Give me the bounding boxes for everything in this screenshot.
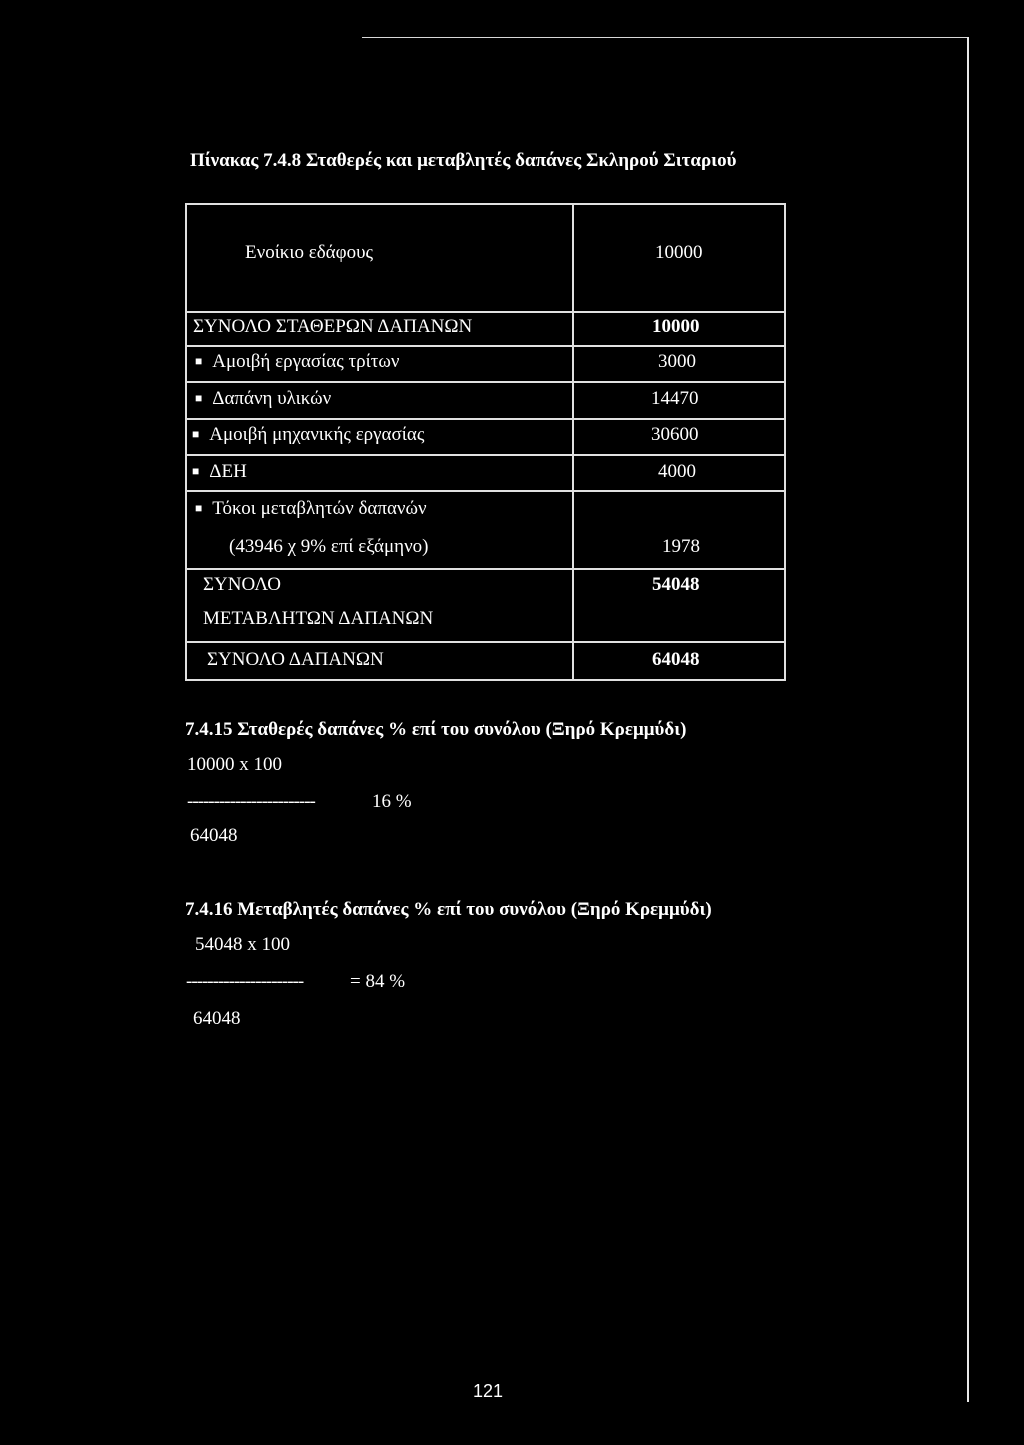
row-label-fixed-total: ΣΥΝΟΛΟ ΣΤΑΘΕΡΩΝ ΔΑΠΑΝΩΝ [193, 316, 473, 337]
row-divider [185, 641, 786, 643]
page-frame-right [967, 37, 969, 1402]
row-label-machinery-labor [192, 424, 424, 447]
row-divider [185, 568, 786, 570]
row-label-land-rent: Ενοίκιο εδάφους [245, 242, 374, 263]
variable-costs-result: = 84 % [350, 971, 406, 992]
row-label-text: Αμοιβή μηχανικής εργασίας [209, 424, 425, 445]
page-number: 121 [473, 1381, 504, 1401]
fixed-costs-result: 16 % [372, 791, 412, 812]
row-divider [185, 311, 786, 313]
row-divider [185, 345, 786, 347]
bullet-icon: ■ [195, 354, 203, 368]
row-label-variable-total-line2: ΜΕΤΑΒΛΗΤΩΝ ΔΑΠΑΝΩΝ [203, 608, 434, 629]
row-divider [185, 381, 786, 383]
table-border-left [185, 203, 187, 681]
variable-costs-divider: ---------------------- [186, 971, 304, 992]
fixed-costs-heading: 7.4.15 Σταθερές δαπάνες % επί του συνόλου (Ξηρό Κρεμμύδι) [185, 719, 687, 740]
row-value-materials: 14470 [651, 388, 699, 409]
row-label-text: Αμοιβή εργασίας τρίτων [212, 351, 400, 372]
row-label-variable-total: ΣΥΝΟΛΟ [203, 574, 282, 595]
bullet-icon: ■ [192, 464, 200, 478]
row-value-variable-total: 54048 [652, 574, 700, 595]
bullet-icon: ■ [192, 427, 200, 441]
row-value-machinery-labor: 30600 [651, 424, 699, 445]
row-value-grand-total: 64048 [652, 649, 700, 670]
variable-costs-denominator: 64048 [193, 1008, 241, 1029]
row-label-third-party-labor [195, 351, 399, 374]
row-label-text: Τόκοι μεταβλητών δαπανών [212, 498, 427, 519]
row-label-text: Δαπάνη υλικών [212, 388, 332, 409]
bullet-icon: ■ [195, 391, 203, 405]
row-value-land-rent: 10000 [655, 242, 703, 263]
fixed-costs-denominator: 64048 [190, 825, 238, 846]
fixed-costs-divider: ------------------------ [187, 791, 315, 812]
row-divider [185, 490, 786, 492]
table-border-right [784, 203, 786, 681]
page-frame-top [362, 37, 968, 38]
row-label-grand-total: ΣΥΝΟΛΟ ΔΑΠΑΝΩΝ [207, 649, 384, 670]
row-label-interest [195, 498, 427, 521]
row-label-materials [195, 388, 331, 411]
row-value-fixed-total: 10000 [652, 316, 700, 337]
fixed-costs-numerator: 10000 x 100 [187, 754, 282, 775]
row-divider [185, 418, 786, 420]
table-column-divider [572, 203, 574, 681]
variable-costs-heading: 7.4.16 Μεταβλητές δαπάνες % επί του συνόλου (Ξηρό Κρεμμύδι) [185, 899, 712, 920]
bullet-icon: ■ [195, 501, 203, 515]
row-label-text: ΔΕΗ [209, 461, 247, 482]
row-label-electricity [192, 461, 247, 484]
table-border-top [185, 203, 786, 205]
row-value-interest: 1978 [662, 536, 700, 557]
row-value-third-party-labor: 3000 [658, 351, 696, 372]
row-label-interest-detail: (43946 χ 9% επί εξάμηνο) [229, 536, 429, 557]
table-caption: Πίνακας 7.4.8 Σταθερές και μεταβλητές δαπάνες Σκληρού Σιταριού [190, 150, 737, 171]
row-divider [185, 454, 786, 456]
table-border-bottom [185, 679, 786, 681]
variable-costs-numerator: 54048 x 100 [195, 934, 290, 955]
row-value-electricity: 4000 [658, 461, 696, 482]
